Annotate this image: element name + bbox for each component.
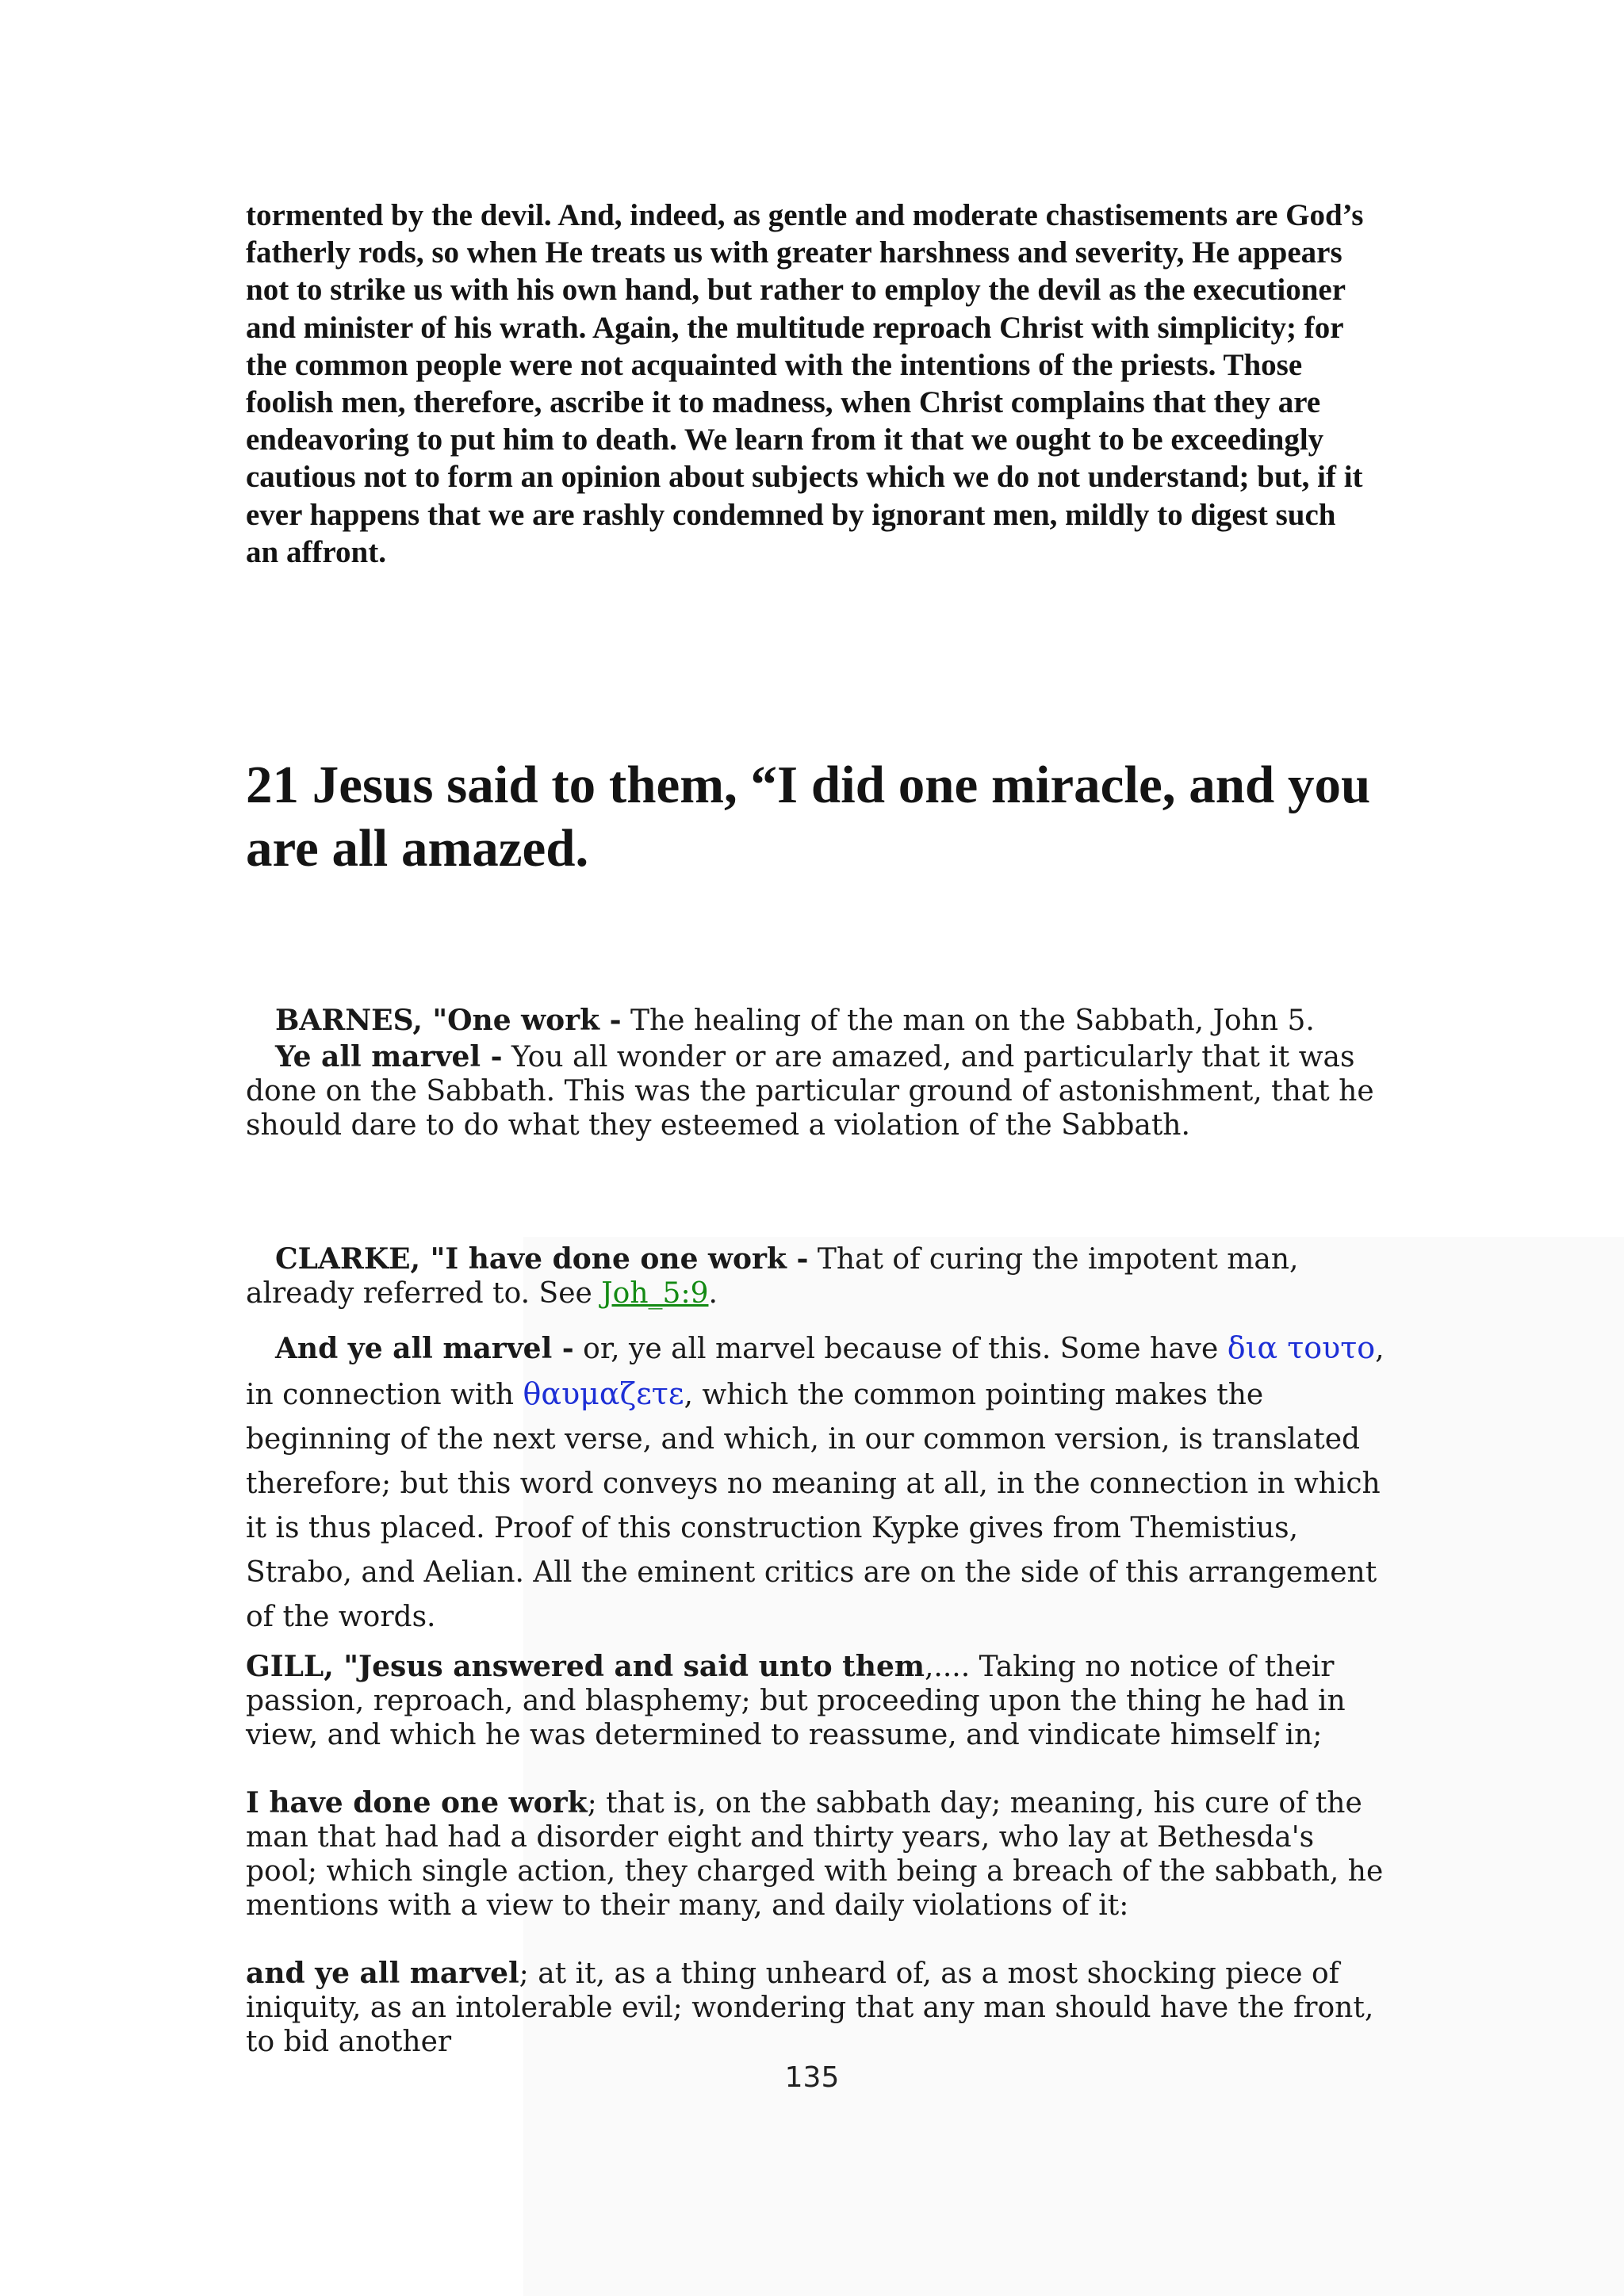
gill-paragraph-2 xyxy=(246,1786,1388,1923)
clarke-commentary xyxy=(246,1242,1388,1640)
barnes-text-1: The healing of the man on the Sabbath, John 5. xyxy=(621,1004,1315,1037)
clarke-text-2c: , which the common pointing makes the beginning of the next verse, and which, in our common version, is translated therefore; but this word conveys no meaning at all, in the connection in which it is thus placed. Proof of this construction Kypke gives from Themistius, Strabo, and Aelian. All the eminent critics are on the side of this arrangement of the words. xyxy=(246,1379,1381,1633)
barnes-lead-1: BARNES, "One work - xyxy=(275,1004,622,1037)
clarke-text-1: That of curing the impotent man, already referred to. See xyxy=(246,1243,1299,1310)
gill-text-2: ; that is, on the sabbath day; meaning, his cure of the man that had had a disorder eight and thirty years, who lay at Bethesda's pool; which single action, they charged with being a breach of the sabbath, he mentions with a view to their many, and daily violations of it: xyxy=(246,1787,1384,1922)
verse-heading: 21 Jesus said to them, “I did one miracle, and you are all amazed. xyxy=(246,756,1371,878)
gill-paragraph-3 xyxy=(246,1957,1388,2059)
intro-paragraph: tormented by the devil. And, indeed, as gentle and moderate chastisements are God’s fatherly rods, so when He treats us with greater harshness and severity, He appears not to strike us with his own hand, but rather to employ the devil as the executioner and minister of his wrath. Again, the multitude reproach Christ with simplicity; for the common people were not acquainted with the intentions of the priests. Those foolish men, therefore, ascribe it to madness, when Christ complains that they are endeavoring to put him to death. We learn from it that we ought to be exceedingly cautious not to form an opinion about subjects which we do not understand; but, if it ever happens that we are rashly condemned by ignorant men, mildly to digest such an affront. xyxy=(246,198,1364,569)
gill-lead-3: and ye all marvel xyxy=(246,1957,519,1990)
barnes-commentary xyxy=(246,1004,1388,1142)
page-number: 135 xyxy=(784,2061,840,2094)
barnes-paragraph-2 xyxy=(246,1040,1388,1142)
scripture-reference-link[interactable]: Joh_5:9 xyxy=(601,1277,709,1310)
clarke-text-2a: or, ye all marvel because of this. Some have xyxy=(573,1333,1228,1365)
clarke-text-2b: , in connection with xyxy=(246,1333,1385,1411)
gill-paragraph-1 xyxy=(246,1650,1388,1752)
clarke-lead-1: CLARKE, "I have done one work - xyxy=(275,1242,809,1276)
gill-commentary xyxy=(246,1650,1388,2059)
clarke-lead-2: And ye all marvel - xyxy=(275,1332,574,1365)
clarke-text-1-end: . xyxy=(708,1277,718,1310)
gill-lead-2: I have done one work xyxy=(246,1786,588,1820)
barnes-text-2: You all wonder or are amazed, and particularly that it was done on the Sabbath. This was the particular ground of astonishment, that he should dare to do what they esteemed a violation of the Sabbath. xyxy=(246,1041,1374,1142)
gill-text-3: ; at it, as a thing unheard of, as a most shocking piece of iniquity, as an intolerable evil; wondering that any man should have the front, to bid another xyxy=(246,1957,1374,2058)
gill-lead-1: GILL, "Jesus answered and said unto them xyxy=(246,1650,925,1683)
barnes-paragraph-1 xyxy=(246,1004,1388,1038)
greek-word-thaumazete: θαυμαζετε xyxy=(523,1376,684,1411)
gill-text-1: ,.... Taking no notice of their passion, reproach, and blasphemy; but proceeding upon the thing he had in view, and which he was determined to reassume, and vindicate himself in; xyxy=(246,1651,1346,1751)
clarke-paragraph-2 xyxy=(246,1326,1388,1640)
barnes-lead-2: Ye all marvel - xyxy=(275,1040,503,1073)
clarke-paragraph-1 xyxy=(246,1242,1388,1311)
greek-phrase-dia-touto: δια τουτο xyxy=(1227,1330,1376,1365)
